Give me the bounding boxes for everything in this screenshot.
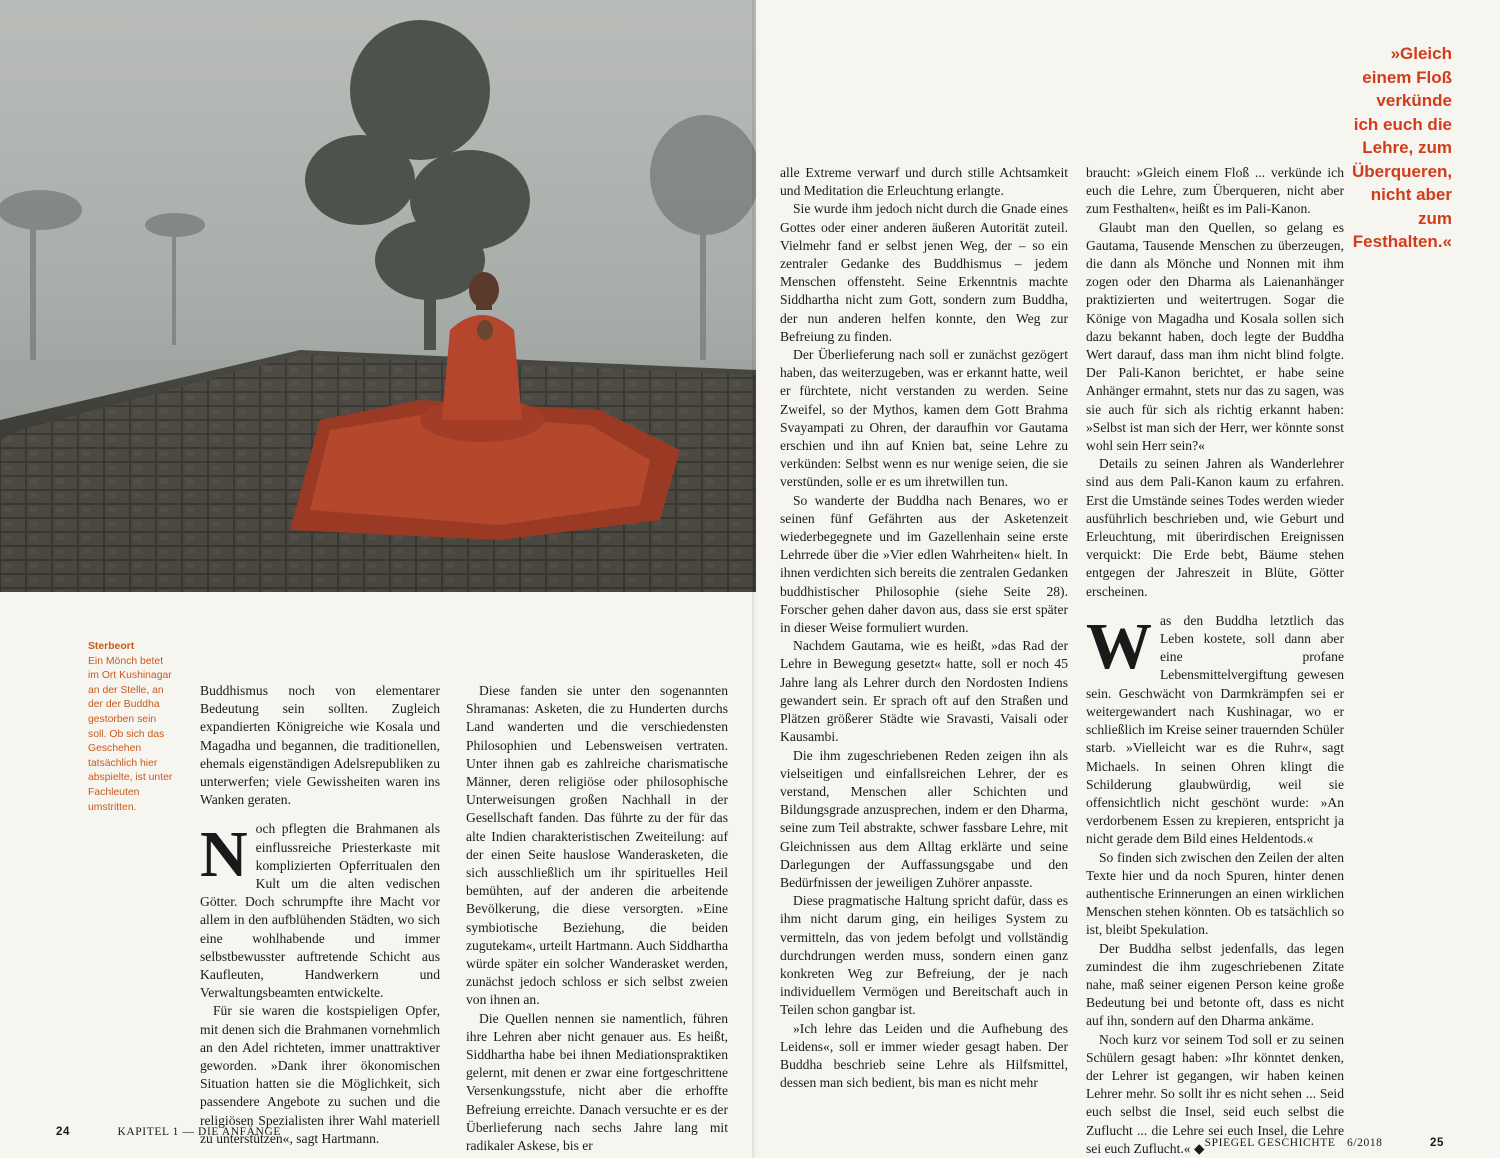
column-4	[1086, 164, 1344, 1158]
paragraph: Buddhismus noch von elementarer Bedeutung sein sollten. Zugleich expandierten Königreiche wie Kosala und Magadha und begannen, die traditionellen, ehemals eigenständigen Adelsrepubliken zu unterwerfen; viele Gewissheiten waren ins Wanken geraten.	[200, 683, 440, 808]
page-number-left: 24	[56, 1126, 70, 1138]
pull-quote: »Gleich einem Floß verkünde ich euch die Lehre, zum Überqueren, nicht aber zum Festhalten.«	[1352, 44, 1453, 251]
paragraph: Die Quellen nennen sie namentlich, führen ihre Lehren aber nicht genauer aus. Es heißt, Siddhartha habe bei ihnen Mediationspraktiken gelernt, mit denen er zwar eine fortgeschrittene Versenkungsstufe, nicht aber die erhoffte Befreiung erreichte. Danach versuchte er es der Überlieferung nach sechs Jahre lang mit radikaler Askese, bis er	[466, 1010, 728, 1154]
paragraph: »Ich lehre das Leiden und die Aufhebung des Leidens«, soll er immer wieder gesagt haben. Der Buddha beschrieb seine Lehre als Hilfsmittel, dessen man sich bedient, bis man es nicht mehr	[780, 1020, 1068, 1091]
paragraph: Der Überlieferung nach soll er zunächst gezögert haben, das weiterzugeben, was er erkannt hatte, weil er fürchtete, nicht verstanden zu werden. Seine Zweifel, so der Mythos, kamen dem Gott Brahma Svayampati zu Ohren, der daraufhin vor Gautama erschien und ihn auf Knien bat, seine Lehre zu verkünden: Selbst wenn es nur wenige seien, die sie verstünden, solle er es um ihretwillen tun.	[780, 347, 1068, 490]
paragraph: Diese pragmatische Haltung spricht dafür, dass es ihm nicht darum ging, ein heiliges System zu vermitteln, das von jedem befolgt und vollständig durchdrungen werden muss, sondern einen ganz konkreten Weg zur Befreiung, der je nach individuellem Vermögen und Bereitschaft auch in Teilen schon gangbar ist.	[780, 893, 1068, 1018]
monk-photo	[0, 0, 756, 592]
paragraph-text: as den Buddha letztlich das Leben kostete, soll dann aber eine profane Lebensmittelvergiftung gewesen sein. Geschwächt von Darmkrämpfen sei er weitergewandert nach Kushinagar, wo er schließlich im Kreise seiner trauernden Schüler starb. »Vielleicht war es die Ruhr«, sagt Michaels. In seinen Ohren klingt die Schilderung glaubwürdig, weil sie offensichtlich nicht geschönt wurde: »An verdorbenem Essen zu krepieren, entspricht ja nicht gerade dem Bild eines Heldentods.«	[1086, 612, 1344, 847]
paragraph: So wanderte der Buddha nach Benares, wo er seinen fünf Gefährten aus der Asketenzeit wiederbegegnete und im Gazellenhain seine erste Lehrrede über die »Vier edlen Wahrheiten« hielt. In ihnen verdichten sich bereits die zentralen Gedanken buddhistischer Philosophie (siehe Seite 28). Forscher gehen daher davon aus, dass sie erst später in dieser Weise formuliert wurden.	[780, 492, 1068, 636]
caption-title: Sterbeort	[88, 641, 135, 652]
footer-left	[56, 1126, 281, 1138]
paragraph: So finden sich zwischen den Zeilen der alten Texte hier und da noch Spuren, hinter denen authentische Erinnerungen an einen wirklichen Menschen stehen könnten. Ob es tatsächlich so ist, bleibt Spekulation.	[1086, 849, 1344, 938]
dropcap-letter: W	[1086, 609, 1152, 683]
paragraph: Details zu seinen Jahren als Wanderlehrer sind aus dem Pali-Kanon kaum zu erfahren. Erst die Umstände seines Todes werden wieder ausführlich beschrieben und, wie Geburt und Erleuchtung, mit überirdischen Ereignissen verquickt: Die Erde bebt, Bäume stehen entgegen der Jahreszeit in Blüte, Götter erscheinen.	[1086, 456, 1344, 599]
paragraph: Sie wurde ihm jedoch nicht durch die Gnade eines Gottes oder einer anderen äußeren Autorität zuteil. Vielmehr fand er selbst jenen Weg, der – so ein zentraler Gedanke des Buddhismus – jedem Menschen offensteht. Seine Erkenntnis machte Siddhartha nicht zum Gott, sondern zum Buddha, der nun anderen helfen konnte, den Weg zur Befreiung zu finden.	[780, 201, 1068, 344]
spread-gutter	[752, 0, 760, 1158]
paragraph: Diese fanden sie unter den sogenannten Shramanas: Asketen, die zu Hunderten durchs Land wanderten und die verschiedensten Philosophien und Lebensweisen vertraten. Unter ihnen gab es zahlreiche charismatische Männer, deren religiöse oder philosophische Unterweisungen großen Nachhall in der Gesellschaft fanden. Das führte zu der für das alte Indien charakteristischen Zweiteilung: auf der einen Seite hauslose Wanderasketen, die sich ausschließlich um ihr spirituelles Heil bemühten, auf der anderen die arbeitende Bevölkerung, die diese versorgten. »Eine symbiotische Beziehung, die beiden zugutekam«, urteilt Hartmann. Auch Siddhartha würde später ein solcher Wanderasket werden, zunächst jedoch schloss er sich selbst zweien von ihnen an.	[466, 683, 728, 1008]
dropcap-letter: N	[200, 818, 248, 892]
paragraph: alle Extreme verwarf und durch stille Achtsamkeit und Meditation die Erleuchtung erlangte.	[780, 165, 1068, 199]
column-2	[466, 682, 728, 1155]
paragraph: Glaubt man den Quellen, so gelang es Gautama, Tausende Menschen zu überzeugen, die dann als Mönche und Nonnen mit ihm zogen oder den Dharma als Laienanhänger praktizierten und weitertrugen. Sogar die Könige von Magadha und Kosala sollen sich dazu bekannt haben, doch legte der Buddha Wert darauf, dass man ihm nicht blind folgte. Der Pali-Kanon berichtet, er habe seine Anhänger ermahnt, stets nur das zu sagen, was sie auch für sich als richtig erkannt haben: »Selbst ist man sich der Herr, wer könnte sonst wohl sein Herr sein?«	[1086, 219, 1344, 454]
page-number-right: 25	[1430, 1137, 1444, 1149]
publication-name: SPIEGEL GESCHICHTE	[1204, 1137, 1336, 1149]
column-3	[780, 164, 1068, 1092]
section-title: KAPITEL 1 — DIE ANFÄNGE	[117, 1126, 281, 1138]
paragraph: braucht: »Gleich einem Floß ... verkünde ich euch die Lehre, zum Überqueren, nicht aber zum Festhalten«, heißt es im Pali-Kanon.	[1086, 165, 1344, 217]
caption-text: Ein Mönch betet im Ort Kushinagar an der Stelle, an der der Buddha gestorben sein soll. Ob sich das Geschehen tatsächlich hier abspielte, ist unter Fachleuten umstritten.	[88, 655, 173, 813]
issue-number: 6/2018	[1346, 1137, 1383, 1149]
footer-right	[1205, 1137, 1444, 1149]
paragraph-text: och pflegten die Brahmanen als einflussreiche Priesterkaste mit komplizierten Opferritualen den Kult um die alten vedischen Götter. Doch schrumpfte ihre Macht vor allem in den aufblühenden Städten, wo sich eine wohlhabende und immer selbstbewusster auftretende Schicht aus Kaufleuten, Handwerkern und Verwaltungsbeamten entwickelte.	[200, 821, 440, 1001]
paragraph: Noch kurz vor seinem Tod soll er zu seinen Schülern gesagt haben: »Ihr könntet denken, der Lehrer ist gegangen, wir haben keinen Lehrer mehr. So sollt ihr es nicht sehen ... Seid euch selbst die Insel, seid euch selbst die Zuflucht ... die Lehre sei euch Insel, die Lehre sei euch Zuflucht.« ◆	[1086, 1031, 1344, 1156]
paragraph: Nachdem Gautama, wie es heißt, »das Rad der Lehre in Bewegung gesetzt« hatte, soll er noch 45 Jahre lang als Lehrer durch den Nordosten Indiens gewandert sein. Er sprach oft auf den Straßen und Plätzen größerer Städte wie Sravasti, Vaisali oder Kausambi.	[780, 638, 1068, 745]
photo-caption	[88, 640, 176, 815]
column-1	[200, 682, 440, 1148]
paragraph: Der Buddha selbst jedenfalls, das legen zumindest die ihm zugeschriebenen Zitate nahe, maß seiner eigenen Person keine große Bedeutung bei und betonte oft, dass es nicht auf ihn, sondern auf den Dharma ankäme.	[1086, 940, 1344, 1029]
paragraph: Die ihm zugeschriebenen Reden zeigen ihn als vielseitigen und einfallsreichen Lehrer, der es verstand, Menschen aller Schichten und Bildungsgrade anzusprechen, indem er den Dharma, seine zum Teil abstrakte, schwer fassbare Lehre, mit Gleichnissen aus dem Alltag erklärte und seine Darlegungen der Auffassungsgabe und den Bedürfnissen der jeweiligen Zuhörer anpasste.	[780, 747, 1068, 890]
paragraph: Für sie waren die kostspieligen Opfer, mit denen sich die Brahmanen vornehmlich an den Adel richteten, immer unattraktiver geworden. »Dank ihrer ökonomischen Situation hatten sie die Möglichkeit, sich passendere Angebote zu suchen und die religiösen Spezialisten ihrer Wahl materiell zu unterstützen«, sagt Hartmann.	[200, 1003, 440, 1146]
dropcap-paragraph	[1086, 609, 1344, 849]
dropcap-paragraph	[200, 820, 440, 1002]
